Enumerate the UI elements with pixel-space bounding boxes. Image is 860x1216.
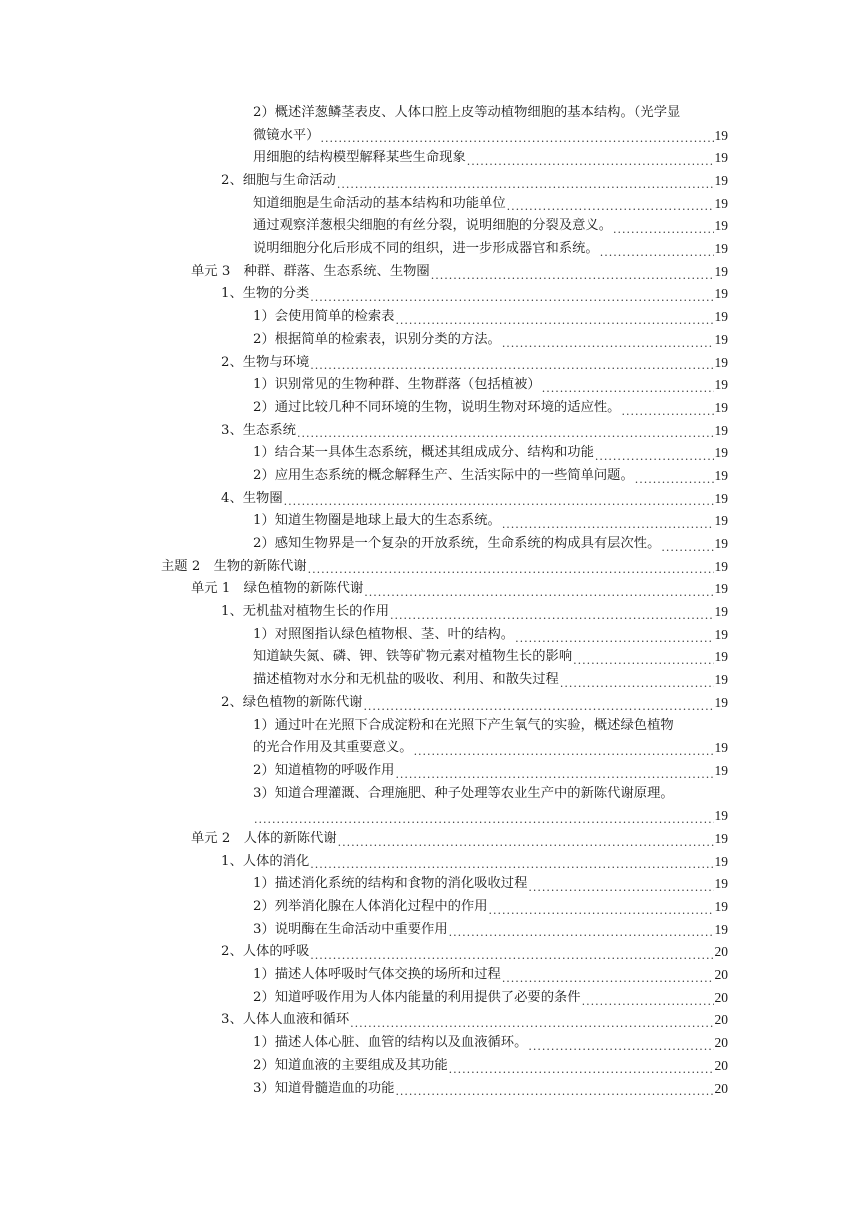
dot-leader	[310, 941, 713, 964]
dot-leader	[284, 488, 714, 511]
toc-page-number: 19	[714, 173, 728, 189]
toc-entry[interactable]	[191, 578, 728, 601]
toc-entry-title: 2）列举消化腺在人体消化过程中的作用	[253, 899, 488, 915]
table-of-contents	[0, 102, 860, 1100]
toc-entry-title: 2）通过比较几种不同环境的生物，说明生物对环境的适应性。	[253, 399, 621, 415]
toc-entry-title: 3）知道骨髓造血的功能	[253, 1080, 395, 1096]
dot-leader	[621, 397, 713, 420]
toc-entry[interactable]	[253, 715, 728, 738]
dot-leader	[613, 215, 713, 238]
toc-page-number: 19	[714, 490, 728, 506]
toc-entry[interactable]	[253, 374, 728, 397]
dot-leader	[635, 465, 714, 488]
toc-page-number: 19	[714, 672, 728, 688]
toc-page-number: 19	[714, 286, 728, 302]
dot-leader	[467, 147, 714, 170]
toc-entry-title: 单元 2 人体的新陈代谢	[191, 830, 337, 846]
toc-entry-title: 2）感知生物界是一个复杂的开放系统，生命系统的构成具有层次性。	[253, 536, 661, 552]
toc-entry[interactable]	[221, 601, 728, 624]
dot-leader	[600, 238, 714, 261]
toc-page-number: 19	[714, 853, 728, 869]
toc-entry-title: 2、人体的呼吸	[221, 944, 310, 960]
toc-entry[interactable]	[253, 964, 728, 987]
toc-entry-title: 1）会使用简单的检索表	[253, 309, 395, 325]
toc-page-number: 19	[714, 808, 728, 824]
toc-entry[interactable]	[253, 760, 728, 783]
toc-entry[interactable]	[253, 102, 728, 125]
toc-entry-title-cont: 微镜水平）	[253, 127, 320, 143]
dot-leader	[582, 987, 714, 1010]
toc-page-number: 19	[714, 331, 728, 347]
toc-entry[interactable]	[221, 1010, 728, 1033]
toc-entry-title: 2、细胞与生命活动	[221, 173, 336, 189]
toc-entry[interactable]	[221, 488, 728, 511]
dot-leader	[310, 851, 713, 874]
toc-entry-title: 1）描述人体心脏、血管的结构以及血液循环。	[253, 1035, 528, 1051]
dot-leader	[320, 125, 713, 148]
toc-entry[interactable]	[221, 420, 728, 443]
toc-page-number: 19	[714, 899, 728, 915]
toc-page-number: 19	[714, 921, 728, 937]
dot-leader	[337, 170, 714, 193]
toc-page-number: 19	[714, 195, 728, 211]
toc-entry[interactable]	[221, 851, 728, 874]
toc-entry[interactable]	[253, 306, 728, 329]
dot-leader	[507, 193, 714, 216]
dot-leader	[449, 1055, 714, 1078]
toc-entry[interactable]	[253, 783, 728, 806]
toc-entry-title: 4、生物圈	[221, 490, 283, 506]
toc-entry[interactable]	[253, 215, 728, 238]
toc-page-number: 19	[714, 150, 728, 166]
toc-entry-title: 1）描述人体呼吸时气体交换的场所和过程	[253, 967, 501, 983]
toc-entry-title: 1、人体的消化	[221, 853, 310, 869]
toc-entry-title: 知道细胞是生命活动的基本结构和功能单位	[253, 195, 506, 211]
toc-entry-title: 1）通过叶在光照下合成淀粉和在光照下产生氧气的实验，概述绿色植物	[253, 717, 674, 733]
toc-entry-title: 2）知道植物的呼吸作用	[253, 762, 395, 778]
toc-page-number: 20	[714, 1012, 728, 1028]
toc-page-number: 19	[714, 581, 728, 597]
toc-entry[interactable]	[253, 873, 728, 896]
dot-leader	[542, 374, 714, 397]
toc-page-number: 19	[714, 422, 728, 438]
toc-entry[interactable]	[253, 533, 728, 556]
toc-entry-continuation[interactable]	[253, 737, 728, 760]
toc-entry[interactable]	[253, 669, 728, 692]
toc-page-number: 19	[714, 263, 728, 279]
toc-entry[interactable]	[191, 261, 728, 284]
toc-page-number: 19	[714, 762, 728, 778]
dot-leader	[414, 737, 714, 760]
toc-page-number: 19	[714, 876, 728, 892]
dot-leader	[350, 1010, 713, 1033]
toc-page-number: 19	[714, 558, 728, 574]
toc-entry-continuation[interactable]	[253, 805, 728, 828]
dot-leader	[528, 873, 713, 896]
toc-entry[interactable]	[221, 941, 728, 964]
toc-entry[interactable]	[253, 1032, 728, 1055]
toc-entry-title: 描述植物对水分和无机盐的吸收、利用、和散失过程	[253, 672, 559, 688]
toc-entry[interactable]	[253, 919, 728, 942]
toc-entry[interactable]	[253, 1078, 728, 1101]
toc-entry-title: 单元 1 绿色植物的新陈代谢	[191, 581, 364, 597]
toc-entry-title: 2）根据简单的检索表，识别分类的方法。	[253, 331, 501, 347]
toc-entry[interactable]	[253, 896, 728, 919]
toc-entry-title: 3）说明酶在生命活动中重要作用	[253, 921, 448, 937]
toc-entry[interactable]	[253, 647, 728, 670]
toc-page-number: 19	[714, 445, 728, 461]
dot-leader	[395, 306, 713, 329]
dot-leader	[502, 329, 714, 352]
toc-page-number: 20	[714, 944, 728, 960]
toc-page-number: 20	[714, 989, 728, 1005]
dot-leader	[297, 420, 714, 443]
toc-entry-title: 2）概述洋葱鳞茎表皮、人体口腔上皮等动植物细胞的基本结构。（光学显	[253, 105, 681, 120]
toc-entry[interactable]	[253, 397, 728, 420]
toc-entry-title: 1、生物的分类	[221, 286, 310, 302]
toc-page-number: 19	[714, 309, 728, 325]
toc-entry-title: 通过观察洋葱根尖细胞的有丝分裂，说明细胞的分裂及意义。	[253, 218, 613, 234]
toc-entry[interactable]	[221, 692, 728, 715]
toc-entry[interactable]	[253, 442, 728, 465]
toc-page-number: 19	[714, 604, 728, 620]
toc-entry-title: 2）知道呼吸作用为人体内能量的利用提供了必要的条件	[253, 989, 581, 1005]
toc-page-number: 19	[714, 377, 728, 393]
toc-entry[interactable]	[161, 556, 728, 579]
toc-entry[interactable]	[253, 193, 728, 216]
dot-leader	[363, 692, 713, 715]
toc-page-number: 20	[714, 1035, 728, 1051]
toc-entry-title: 主题 2 生物的新陈代谢	[161, 558, 307, 574]
dot-leader	[573, 647, 713, 670]
toc-entry-title: 单元 3 种群、群落、生态系统、生物圈	[191, 263, 430, 279]
toc-entry-title: 用细胞的结构模型解释某些生命现象	[253, 150, 466, 166]
dot-leader	[308, 556, 714, 579]
toc-entry[interactable]	[253, 329, 728, 352]
toc-entry-title-cont: 的光合作用及其重要意义。	[253, 740, 413, 756]
dot-leader	[515, 624, 713, 647]
toc-page-number: 20	[714, 1080, 728, 1096]
dot-leader	[449, 919, 714, 942]
toc-page-number: 19	[714, 354, 728, 370]
toc-entry[interactable]	[253, 624, 728, 647]
dot-leader	[502, 964, 714, 987]
dot-leader	[364, 578, 713, 601]
toc-entry-title: 2、绿色植物的新陈代谢	[221, 694, 363, 710]
dot-leader	[661, 533, 713, 556]
toc-entry[interactable]	[253, 147, 728, 170]
toc-page-number: 19	[714, 626, 728, 642]
toc-entry-title: 知道缺失氮、磷、钾、铁等矿物元素对植物生长的影响	[253, 649, 573, 665]
toc-entry-title: 3）知道合理灌溉、合理施肥、种子处理等农业生产中的新陈代谢原理。	[253, 785, 674, 801]
dot-leader	[489, 896, 714, 919]
toc-page-number: 19	[714, 127, 728, 143]
toc-entry[interactable]	[253, 238, 728, 261]
toc-page-number: 20	[714, 1057, 728, 1073]
toc-page-number: 19	[714, 649, 728, 665]
toc-entry-title: 2）知道血液的主要组成及其功能	[253, 1057, 448, 1073]
toc-entry[interactable]	[221, 170, 728, 193]
toc-entry-title: 2、生物与环境	[221, 354, 310, 370]
dot-leader	[254, 805, 714, 828]
toc-entry-title: 3、人体人血液和循环	[221, 1012, 350, 1028]
dot-leader	[338, 828, 714, 851]
dot-leader	[395, 1078, 713, 1101]
toc-entry-title: 说明细胞分化后形成不同的组织，进一步形成器官和系统。	[253, 241, 599, 257]
dot-leader	[310, 352, 713, 375]
toc-entry-title: 2）应用生态系统的概念解释生产、生活实际中的一些简单问题。	[253, 467, 634, 483]
toc-entry[interactable]	[221, 284, 728, 307]
toc-page-number: 20	[714, 967, 728, 983]
toc-entry[interactable]	[253, 987, 728, 1010]
toc-page-number: 19	[714, 241, 728, 257]
dot-leader	[390, 601, 713, 624]
toc-page-number: 19	[714, 467, 728, 483]
toc-entry-title: 1）描述消化系统的结构和食物的消化吸收过程	[253, 876, 528, 892]
toc-entry-title: 1）结合某一具体生态系统，概述其组成成分、结构和功能	[253, 445, 594, 461]
dot-leader	[560, 669, 714, 692]
toc-entry-title: 1）对照图指认绿色植物根、茎、叶的结构。	[253, 626, 515, 642]
toc-page-number: 19	[714, 740, 728, 756]
toc-entry-title: 1、无机盐对植物生长的作用	[221, 604, 390, 620]
toc-entry-continuation[interactable]	[253, 125, 728, 148]
dot-leader	[310, 284, 713, 307]
toc-entry[interactable]	[253, 510, 728, 533]
toc-entry[interactable]	[221, 352, 728, 375]
toc-page-number: 19	[714, 513, 728, 529]
toc-page-number: 19	[714, 218, 728, 234]
toc-page-number: 19	[714, 536, 728, 552]
dot-leader	[395, 760, 713, 783]
toc-entry-title: 3、生态系统	[221, 422, 296, 438]
toc-page-number: 19	[714, 830, 728, 846]
toc-page-number: 19	[714, 694, 728, 710]
dot-leader	[595, 442, 714, 465]
dot-leader	[431, 261, 714, 284]
toc-entry[interactable]	[253, 1055, 728, 1078]
toc-entry-title: 1）知道生物圈是地球上最大的生态系统。	[253, 513, 501, 529]
dot-leader	[528, 1032, 713, 1055]
toc-entry[interactable]	[191, 828, 728, 851]
toc-entry-title: 1）识别常见的生物种群、生物群落（包括植被）	[253, 377, 541, 393]
toc-entry[interactable]	[253, 465, 728, 488]
dot-leader	[502, 510, 714, 533]
toc-page-number: 19	[714, 399, 728, 415]
